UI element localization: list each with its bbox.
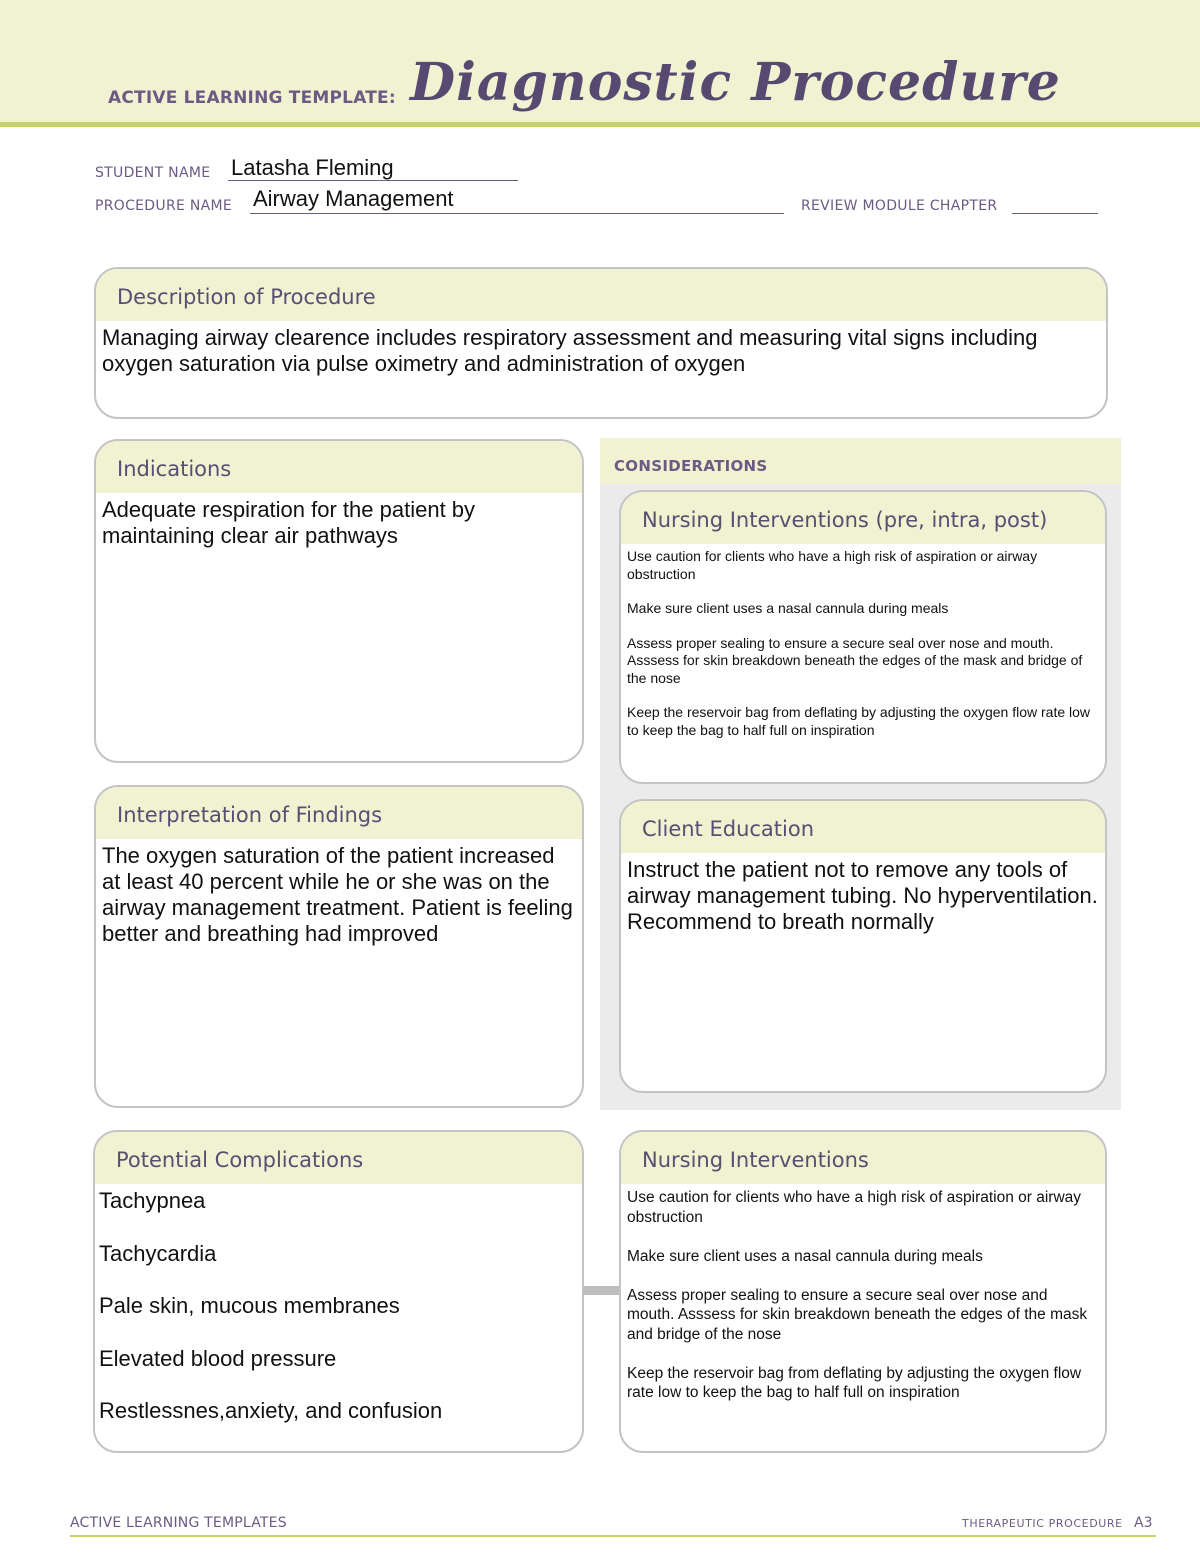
nursing-interventions-title: Nursing Interventions	[621, 1132, 1105, 1184]
nursing-interventions-pre-text[interactable]	[621, 544, 1105, 760]
procedure-name-field[interactable]: Airway Management	[253, 186, 454, 211]
list-item: Pale skin, mucous membranes	[99, 1293, 400, 1318]
header-divider	[0, 122, 1200, 127]
list-item: Elevated blood pressure	[99, 1345, 337, 1371]
student-name-field[interactable]: Latasha Fleming	[231, 155, 394, 180]
list-item: Restlessnes,anxiety, and confusion	[99, 1398, 443, 1423]
footer-left-label: ACTIVE LEARNING TEMPLATES	[70, 1515, 287, 1531]
description-text[interactable]: Managing airway clearence includes respiratory assessment and measuring vital signs including oxygen saturation via pulse oximetry and administration of oxygen	[102, 325, 1038, 376]
page-header	[0, 0, 1200, 122]
list-item: Make sure client uses a nasal cannula during meals	[627, 1247, 983, 1265]
student-name-label: STUDENT NAME	[95, 165, 211, 181]
considerations-label: CONSIDERATIONS	[614, 457, 768, 475]
list-item: Assess proper sealing to ensure a secure seal over nose and mouth. Asssess for skin breakdown beneath the edges of the mask and bridge of the nose	[627, 1286, 1088, 1343]
client-education-text[interactable]: Instruct the patient not to remove any tools of airway management tubing. No hyperventilation. Recommend to breath normally	[627, 857, 1098, 934]
complications-text[interactable]	[95, 1184, 582, 1453]
list-item: Tachypnea	[99, 1188, 206, 1213]
interpretation-title: Interpretation of Findings	[96, 787, 582, 839]
nursing-interventions-pre-box	[619, 490, 1107, 784]
procedure-name-label: PROCEDURE NAME	[95, 198, 233, 214]
considerations-header	[600, 438, 1121, 484]
indications-text[interactable]: Adequate respiration for the patient by maintaining clear air pathways	[102, 497, 476, 548]
client-education-title: Client Education	[621, 801, 1105, 853]
list-item: Use caution for clients who have a high risk of aspiration or airway obstruction	[627, 1189, 1082, 1226]
page-number: A3	[1134, 1515, 1153, 1531]
description-box	[94, 267, 1108, 419]
nursing-interventions-pre-title: Nursing Interventions (pre, intra, post)	[621, 492, 1105, 544]
nursing-interventions-text[interactable]	[621, 1184, 1105, 1426]
list-item: Make sure client uses a nasal cannula during meals	[627, 600, 949, 616]
list-item: Assess proper sealing to ensure a secure seal over nose and mouth. Asssess for skin breakdown beneath the edges of the mask and bridge of the nose	[627, 634, 1083, 686]
page-title: Diagnostic Procedure	[410, 52, 1061, 113]
client-education-box	[619, 799, 1107, 1093]
procedure-name-underline	[250, 213, 784, 214]
list-item: Keep the reservoir bag from deflating by adjusting the oxygen flow rate low to keep the bag to half full on inspiration	[627, 1364, 1082, 1401]
nursing-interventions-box	[619, 1130, 1107, 1453]
interpretation-text[interactable]: The oxygen saturation of the patient increased at least 40 percent while he or she was on the airway management treatment. Patient is feeling better and breathing had improved	[102, 843, 573, 946]
complications-box	[93, 1130, 584, 1453]
interpretation-box	[94, 785, 584, 1108]
complications-title: Potential Complications	[95, 1132, 582, 1184]
footer-right-label: THERAPEUTIC PROCEDURE	[962, 1517, 1123, 1530]
indications-box	[94, 439, 584, 763]
list-item: Keep the reservoir bag from deflating by adjusting the oxygen flow rate low to keep the bag to half full on inspiration	[627, 704, 1091, 738]
indications-title: Indications	[96, 441, 582, 493]
box-connector	[583, 1286, 620, 1295]
review-module-label: REVIEW MODULE CHAPTER	[801, 198, 998, 214]
review-module-underline	[1012, 213, 1098, 214]
list-item: Tachycardia	[99, 1240, 217, 1266]
template-label: ACTIVE LEARNING TEMPLATE:	[108, 88, 396, 108]
description-title: Description of Procedure	[96, 269, 1106, 321]
list-item: Use caution for clients who have a high risk of aspiration or airway obstruction	[627, 548, 1038, 582]
footer-divider	[70, 1535, 1156, 1537]
